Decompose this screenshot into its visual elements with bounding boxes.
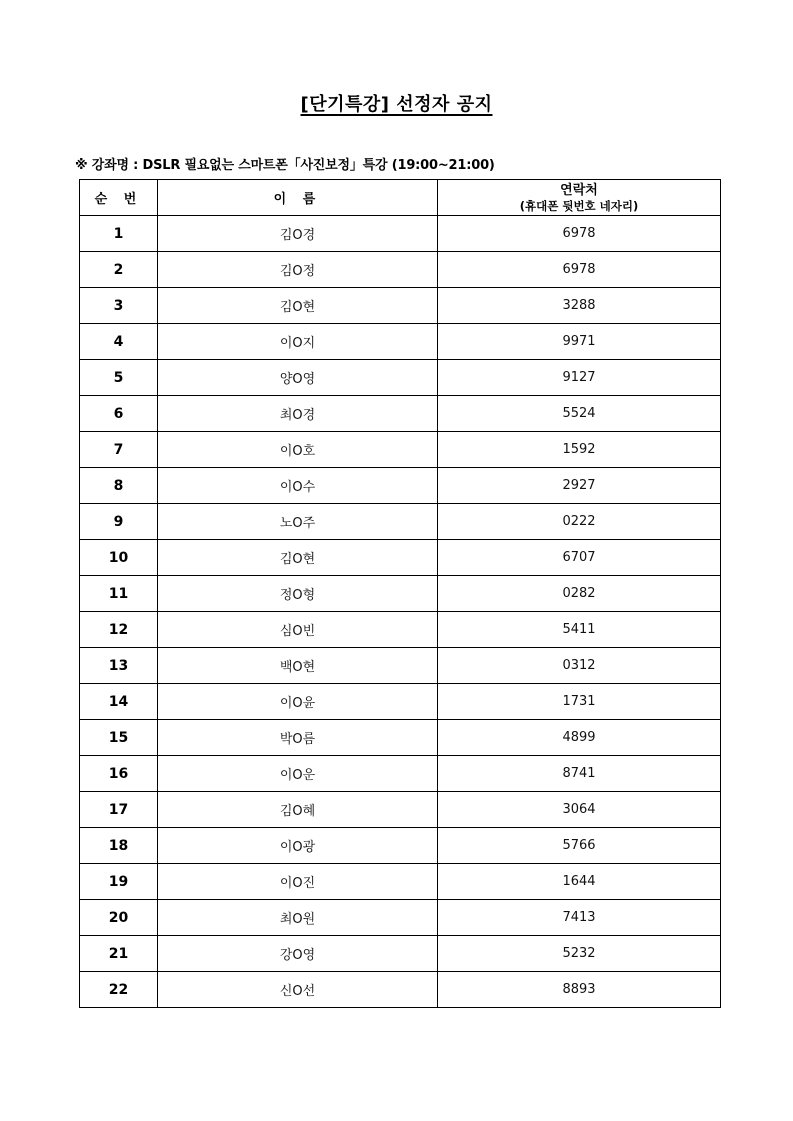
header-contact: [438, 180, 721, 216]
row-phone: 0222: [438, 504, 721, 540]
table-row: [80, 612, 721, 648]
table-row: [80, 828, 721, 864]
table-row: [80, 432, 721, 468]
row-name: 김O정: [158, 252, 438, 288]
table-row: [80, 216, 721, 252]
row-phone: 7413: [438, 900, 721, 936]
row-number: 4: [80, 324, 158, 360]
row-name: 김O경: [158, 216, 438, 252]
row-phone: 8893: [438, 972, 721, 1008]
row-phone: 9127: [438, 360, 721, 396]
table-row: [80, 684, 721, 720]
row-number: 21: [80, 936, 158, 972]
page-title-text: [단기특강] 선정자 공지: [300, 94, 493, 115]
header-name: 이 름: [158, 180, 438, 216]
row-phone: 5524: [438, 396, 721, 432]
row-number: 3: [80, 288, 158, 324]
header-number: 순 번: [80, 180, 158, 216]
table-row: [80, 720, 721, 756]
row-name: 이O광: [158, 828, 438, 864]
page-title: [0, 90, 793, 116]
row-phone: 1592: [438, 432, 721, 468]
table-row: [80, 648, 721, 684]
table-header-row: [80, 180, 721, 216]
row-number: 7: [80, 432, 158, 468]
row-number: 16: [80, 756, 158, 792]
table-row: [80, 792, 721, 828]
table-row: [80, 756, 721, 792]
table-row: [80, 360, 721, 396]
table-row: [80, 540, 721, 576]
row-number: 11: [80, 576, 158, 612]
row-number: 19: [80, 864, 158, 900]
row-name: 박O름: [158, 720, 438, 756]
row-name: 신O선: [158, 972, 438, 1008]
row-name: 이O호: [158, 432, 438, 468]
row-number: 10: [80, 540, 158, 576]
row-phone: 3288: [438, 288, 721, 324]
table-row: [80, 576, 721, 612]
row-number: 14: [80, 684, 158, 720]
table-row: [80, 468, 721, 504]
table-row: [80, 252, 721, 288]
row-phone: 1731: [438, 684, 721, 720]
row-name: 최O원: [158, 900, 438, 936]
row-phone: 4899: [438, 720, 721, 756]
table-row: [80, 900, 721, 936]
row-name: 양O영: [158, 360, 438, 396]
row-number: 15: [80, 720, 158, 756]
row-phone: 0312: [438, 648, 721, 684]
row-number: 9: [80, 504, 158, 540]
row-number: 6: [80, 396, 158, 432]
row-phone: 5411: [438, 612, 721, 648]
row-phone: 6978: [438, 252, 721, 288]
row-number: 8: [80, 468, 158, 504]
table-row: [80, 396, 721, 432]
row-phone: 3064: [438, 792, 721, 828]
row-number: 1: [80, 216, 158, 252]
row-number: 18: [80, 828, 158, 864]
row-phone: 2927: [438, 468, 721, 504]
table-row: [80, 324, 721, 360]
row-phone: 6978: [438, 216, 721, 252]
row-name: 김O현: [158, 540, 438, 576]
row-number: 22: [80, 972, 158, 1008]
course-name: ※ 강좌명 : DSLR 필요없는 스마트폰「사진보정」특강 (19:00~21:00): [75, 158, 495, 173]
row-name: 이O지: [158, 324, 438, 360]
row-number: 2: [80, 252, 158, 288]
row-name: 백O현: [158, 648, 438, 684]
row-number: 17: [80, 792, 158, 828]
row-number: 5: [80, 360, 158, 396]
header-contact-sub: (휴대폰 뒷번호 네자리): [519, 199, 639, 213]
row-number: 12: [80, 612, 158, 648]
row-name: 최O경: [158, 396, 438, 432]
row-name: 이O수: [158, 468, 438, 504]
row-name: 김O혜: [158, 792, 438, 828]
row-phone: 5232: [438, 936, 721, 972]
table-row: [80, 936, 721, 972]
table-row: [80, 288, 721, 324]
row-number: 13: [80, 648, 158, 684]
row-name: 강O영: [158, 936, 438, 972]
row-phone: 1644: [438, 864, 721, 900]
table-row: [80, 972, 721, 1008]
row-number: 20: [80, 900, 158, 936]
table-row: [80, 864, 721, 900]
row-name: 이O운: [158, 756, 438, 792]
row-phone: 8741: [438, 756, 721, 792]
row-name: 이O진: [158, 864, 438, 900]
selectee-table: [79, 179, 721, 1008]
row-phone: 9971: [438, 324, 721, 360]
header-contact-label: 연락처: [560, 183, 598, 198]
row-name: 이O윤: [158, 684, 438, 720]
row-name: 김O현: [158, 288, 438, 324]
row-name: 심O빈: [158, 612, 438, 648]
row-phone: 5766: [438, 828, 721, 864]
table-row: [80, 504, 721, 540]
row-name: 정O형: [158, 576, 438, 612]
row-phone: 0282: [438, 576, 721, 612]
row-phone: 6707: [438, 540, 721, 576]
row-name: 노O주: [158, 504, 438, 540]
